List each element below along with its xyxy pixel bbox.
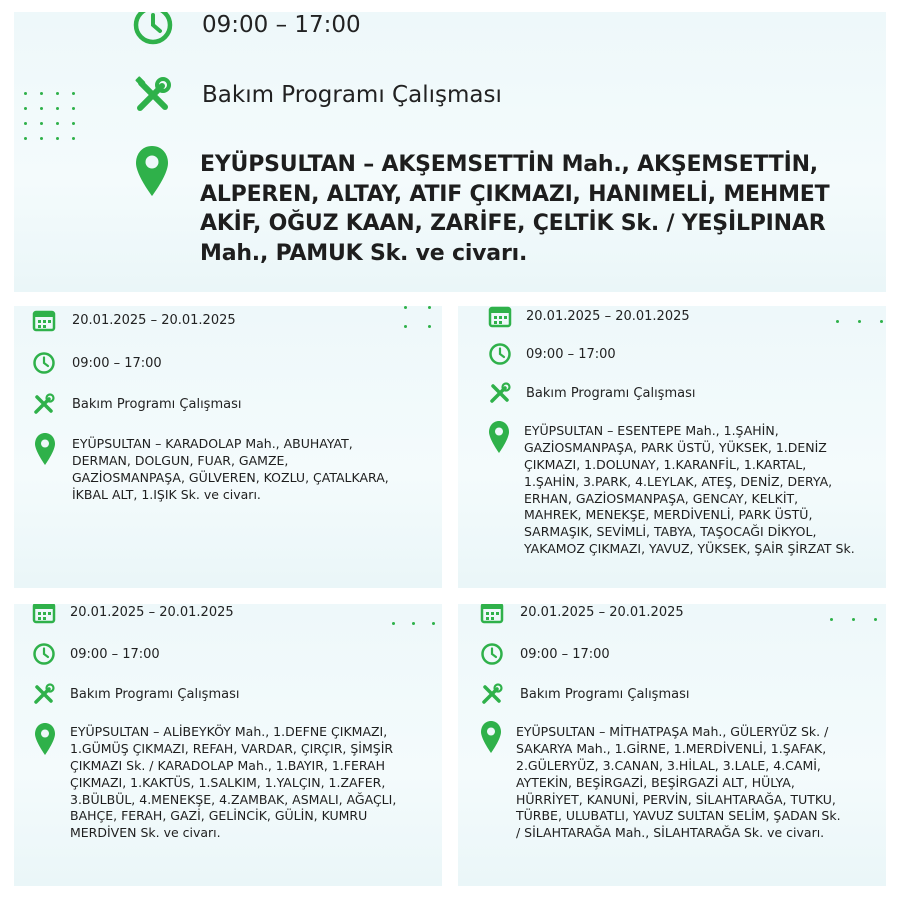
time-text: 09:00 – 17:00 bbox=[520, 646, 610, 662]
calendar-icon bbox=[488, 306, 512, 328]
location-text bbox=[524, 423, 884, 558]
calendar-icon bbox=[32, 604, 56, 624]
date-row bbox=[32, 604, 234, 624]
date-text: 20.01.2025 – 20.01.2025 bbox=[526, 308, 690, 324]
location-pin-icon bbox=[34, 722, 56, 756]
outage-card bbox=[458, 604, 886, 886]
location-line: EYÜPSULTAN – ESENTEPE Mah., 1.ŞAHİN, bbox=[524, 423, 779, 438]
location-line: HÜRRİYET, KANUNİ, PERVİN, SİLAHTARAĞA, TUTKU, bbox=[516, 791, 836, 807]
location-line: TÜRBE, ULUBATLI, YAVUZ SULTAN SELİM, ŞADAN Sk. bbox=[516, 808, 841, 824]
top-outage-card bbox=[14, 12, 886, 292]
date-row bbox=[488, 306, 690, 328]
location-line: GAZİOSMANPAŞA, GÜLVEREN, KOZLU, ÇATALKARA, bbox=[72, 469, 389, 485]
work-type-text: Bakım Programı Çalışması bbox=[520, 686, 690, 702]
tools-icon bbox=[32, 392, 56, 416]
work-type-text: Bakım Programı Çalışması bbox=[70, 686, 240, 702]
location-pin-icon bbox=[134, 144, 170, 198]
location-line: AKİF, OĞUZ KAAN, ZARİFE, ÇELTİK Sk. / YEŞİLPINAR bbox=[200, 211, 826, 237]
date-row bbox=[32, 308, 236, 332]
location-line: ÇIKMAZI, 1.KAKTÜS, 1.SALKIM, 1.YALÇIN, 1.ZAFER, bbox=[70, 774, 386, 790]
clock-icon bbox=[488, 342, 512, 366]
dot-grid-decoration bbox=[24, 92, 78, 140]
calendar-icon bbox=[32, 308, 56, 332]
dot-decoration bbox=[404, 306, 432, 328]
calendar-icon bbox=[480, 604, 504, 624]
location-line: 1.GÜMÜŞ ÇIKMAZI, REFAH, VARDAR, ÇIRÇIR, ŞİMŞİR bbox=[70, 740, 394, 756]
location-line: EYÜPSULTAN – KARADOLAP Mah., ABUHAYAT, bbox=[72, 436, 353, 451]
outage-card bbox=[14, 604, 442, 886]
work-type-row bbox=[488, 381, 695, 405]
location-line: GAZİOSMANPAŞA, PARK ÜSTÜ, YÜKSEK, 1.DENİZ bbox=[524, 439, 827, 455]
location-line: ÇIKMAZI, 1.DOLUNAY, 1.KARANFİL, 1.KARTAL, bbox=[524, 456, 807, 472]
clock-icon bbox=[32, 351, 56, 375]
location-text bbox=[72, 436, 437, 504]
tools-icon bbox=[488, 381, 512, 405]
location-line: YAKAMOZ ÇIKMAZI, YAVUZ, YÜKSEK, ŞAİR ŞİRZAT Sk. bbox=[524, 541, 855, 557]
date-text: 20.01.2025 – 20.01.2025 bbox=[72, 312, 236, 328]
location-line: ALPEREN, ALTAY, ATIF ÇIKMAZI, HANIMELİ, MEHMET bbox=[200, 181, 830, 207]
time-text: 09:00 – 17:00 bbox=[70, 646, 160, 662]
location-line: ERHAN, GAZİOSMANPAŞA, GENCAY, KELKİT, bbox=[524, 490, 799, 506]
location-line: 3.BÜLBÜL, 4.MENEKŞE, 4.ZAMBAK, ASMALI, AĞAÇLI, bbox=[70, 791, 397, 807]
work-type-text: Bakım Programı Çalışması bbox=[526, 385, 696, 401]
work-type-text: Bakım Programı Çalışması bbox=[202, 82, 502, 108]
location-line: EYÜPSULTAN – MİTHATPAŞA Mah., GÜLERYÜZ Sk. / bbox=[516, 724, 829, 739]
time-text: 09:00 – 17:00 bbox=[72, 355, 162, 371]
location-line: EYÜPSULTAN – ALİBEYKÖY Mah., 1.DEFNE ÇIKMAZI, bbox=[70, 724, 388, 739]
location-line: 1.ŞAHİN, 3.PARK, 4.LEYLAK, ATEŞ, DENİZ, DERYA, bbox=[524, 473, 833, 489]
location-line: DERMAN, DOLGUN, FUAR, GAMZE, bbox=[72, 452, 289, 468]
location-text bbox=[200, 150, 880, 269]
location-line: İKBAL ALT, 1.IŞIK Sk. ve civarı. bbox=[72, 486, 261, 502]
location-line: AYTEKİN, BEŞİRGAZİ, BEŞİRGAZİ ALT, HÜLYA, bbox=[516, 774, 795, 790]
work-type-text: Bakım Programı Çalışması bbox=[72, 396, 242, 412]
dot-decoration bbox=[830, 618, 878, 621]
tools-icon bbox=[32, 682, 56, 706]
outage-card bbox=[458, 306, 886, 588]
outage-card bbox=[14, 306, 442, 588]
location-line: MAHREK, MENEKŞE, MERDİVENLİ, PARK ÜSTÜ, bbox=[524, 507, 813, 523]
location-text bbox=[516, 724, 882, 842]
date-row bbox=[480, 604, 684, 624]
work-type-row bbox=[480, 682, 689, 706]
work-type-row bbox=[32, 682, 239, 706]
clock-icon bbox=[480, 642, 504, 666]
clock-icon bbox=[132, 12, 174, 46]
time-text: 09:00 – 17:00 bbox=[202, 12, 361, 38]
location-line: SARMAŞIK, SEVİMLİ, TABYA, TAŞOCAĞI DİKYOL, bbox=[524, 524, 817, 540]
location-line: Mah., PAMUK Sk. ve civarı. bbox=[200, 241, 528, 267]
time-text: 09:00 – 17:00 bbox=[526, 346, 616, 362]
location-pin-icon bbox=[34, 432, 56, 466]
work-type-row bbox=[132, 74, 502, 116]
time-row bbox=[480, 642, 610, 666]
location-line: SAKARYA Mah., 1.GİRNE, 1.MERDİVENLİ, 1.ŞAFAK, bbox=[516, 740, 827, 756]
tools-icon bbox=[132, 74, 174, 116]
time-row bbox=[32, 351, 162, 375]
location-line: BAHÇE, FERAH, GAZİ, GELİNCİK, GÜLİN, KUMRU bbox=[70, 808, 368, 824]
dot-decoration bbox=[392, 622, 436, 625]
time-row bbox=[488, 342, 616, 366]
time-row bbox=[132, 12, 361, 46]
clock-icon bbox=[32, 642, 56, 666]
location-line: EYÜPSULTAN – AKŞEMSETTİN Mah., AKŞEMSETTİN, bbox=[200, 152, 818, 177]
location-line: MERDİVEN Sk. ve civarı. bbox=[70, 825, 221, 841]
date-text: 20.01.2025 – 20.01.2025 bbox=[520, 604, 684, 620]
location-line: / SİLAHTARAĞA Mah., SİLAHTARAĞA Sk. ve civarı. bbox=[516, 825, 825, 841]
tools-icon bbox=[480, 682, 504, 706]
location-pin-icon bbox=[488, 420, 510, 454]
dot-decoration bbox=[836, 320, 884, 323]
location-line: 2.GÜLERYÜZ, 3.CANAN, 3.HİLAL, 3.LALE, 4.CAMİ, bbox=[516, 757, 821, 773]
location-pin-icon bbox=[480, 720, 502, 754]
location-line: ÇIKMAZI Sk. / KARADOLAP Mah., 1.BAYIR, 1.FERAH bbox=[70, 757, 385, 773]
time-row bbox=[32, 642, 160, 666]
location-text bbox=[70, 724, 438, 842]
work-type-row bbox=[32, 392, 241, 416]
date-text: 20.01.2025 – 20.01.2025 bbox=[70, 604, 234, 620]
